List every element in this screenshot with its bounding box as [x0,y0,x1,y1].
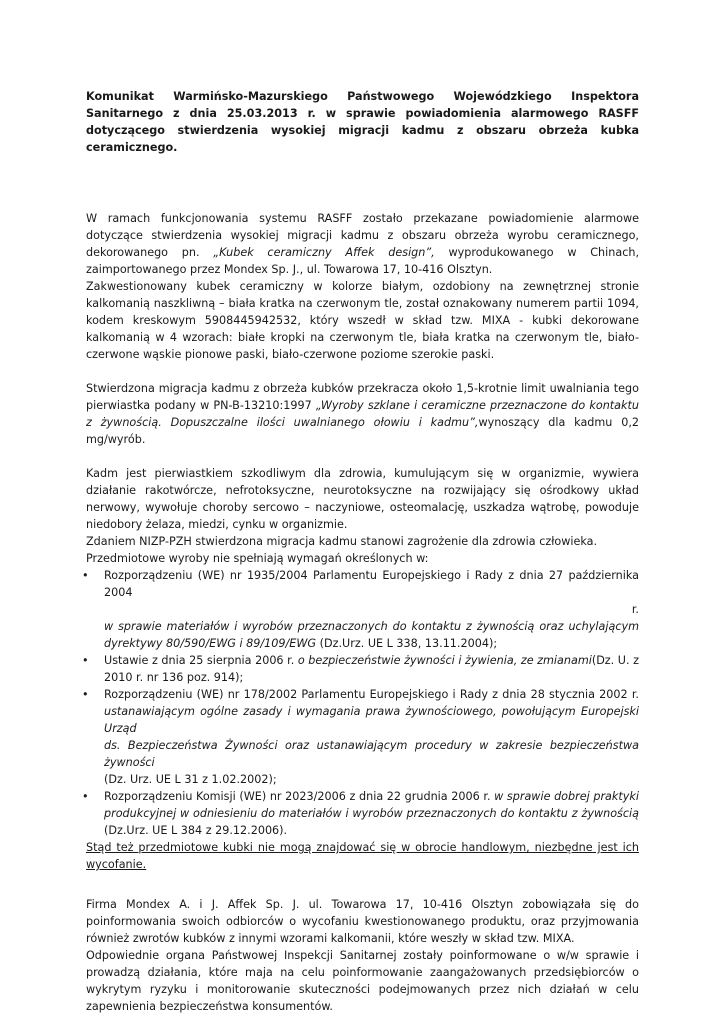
p1-product-name: „Kubek ceramiczny Affek design”, [213,246,435,259]
bullet-icon: • [82,790,89,803]
list-item: • Rozporządzeniu (WE) nr 178/2002 Parlamentu Europejskiego i Rady z dnia 28 stycznia 2002 r. ustanawiającym ogólne zasady i wymagania prawa żywnościowego, powołującym Europejski Urząd ds. Bezpieczeństwa Żywności oraz ustanawiającym procedury w zakresie bezpieczeństwa żywności (Dz. Urz. UE L 31 z 1.02.2002); [82,688,639,786]
p3-text-c: wynoszący dla kadmu 0,2 mg/wyrób. [86,416,639,446]
list-item: • Ustawie z dnia 25 sierpnia 2006 r. o bezpieczeństwie żywności i żywienia, ze zmianami(Dz. U. z 2010 r. nr 136 poz. 914); [82,654,639,684]
paragraph-company-commitment: Firma Mondex A. i J. Affek Sp. J. ul. Towarowa 17, 10-416 Olsztyn zobowiązała się do poinformowania swoich odbiorców o wycofaniu kwestionowanego produktu, oraz przyjmowania również zwrotów kubków z innymi wzorami kalkomanii, które weszły w skład tzw. MIXA. [86,898,639,945]
p3-text-a: Stwierdzona migracja kadmu z obrzeża kubków przekracza około 1,5-krotnie limit uwalniania tego pierwiastka podany w PN-B-13210:1997 [86,382,639,412]
list-item: • Rozporządzeniu Komisji (WE) nr 2023/2006 z dnia 22 grudnia 2006 r. w sprawie dobrej praktyki produkcyjnej w odniesieniu do materiałów i wyrobów przeznaczonych do kontaktu z żywnością (Dz.Urz. UE L 384 z 29.12.2006). [82,790,639,837]
paragraph-rasff-notification [86,210,639,278]
bullet-icon: • [82,569,89,582]
bullet-icon: • [82,654,89,667]
p3-standard-title: „Wyroby szklane i ceramiczne przeznaczone do kontaktu z żywnością. Dopuszczalne ilości uwalnianego ołowiu i kadmu”, [86,399,639,429]
paragraph-cadmium-effects: Kadm jest pierwiastkiem szkodliwym dla zdrowia, kumulującym się w organizmie, wywiera działanie rakotwórcze, nefrotoksyczne, neurotoksyczne na rozwijający się ośrodkowy układ nerwowy, wywołuje choroby sercowo – naczyniowe, osteomalację, uszkadza wątrobę, powoduje niedobory żelaza, miedzi, cynku w organizmie. [86,467,639,531]
document-title: Komunikat Warmińsko-Mazurskiego Państwowego Wojewódzkiego Inspektora Sanitarnego z dnia 25.03.2013 r. w sprawie powiadomienia alarmowego RASFF dotyczącego stwierdzenia wysokiej migracji kadmu z obszaru obrzeża kubka ceramicznego. [86,90,639,154]
document-body [82,88,640,1015]
paragraph-product-description: Zakwestionowany kubek ceramiczny w kolorze białym, ozdobiony na zewnętrznej stronie kalkomanią naszkliwną – biała kratka na czerwonym tle, został oznakowany numerem partii 1094, kodem kreskowym 5908445942532, który wszedł w skład tzw. MIXA - kubki dekorowane kalkomanią w 4 wzorach: białe kropki na czerwonym tle, biała kratka na czerwonym tle, biało-czerwone wąskie pionowe paski, biało-czerwone poziome szerokie paski. [86,280,639,361]
paragraph-withdrawal-conclusion: Stąd też przedmiotowe kubki nie mogą znajdować się w obrocie handlowym, niezbędne jest ich wycofanie. [86,841,639,871]
p1-text-a: W ramach funkcjonowania systemu RASFF zostało przekazane powiadomienie alarmowe dotyczące stwierdzenia wysokiej migracji kadmu z obszaru obrzeża wyrobu ceramicznego, dekorowanego pn. [86,212,639,259]
paragraph-requirements-intro: Przedmiotowe wyroby nie spełniają wymagań określonych w: [86,552,429,565]
paragraph-nizp-opinion: Zdaniem NIZP-PZH stwierdzona migracja kadmu stanowi zagrożenie dla zdrowia człowieka. [86,535,598,548]
paragraph-migration-limit [86,380,639,448]
regulations-list [82,567,639,839]
paragraph-authorities-actions: Odpowiednie organa Państwowej Inspekcji Sanitarnej zostały poinformowane o w/w sprawie i prowadzą działania, które maja na celu poinformowanie zaangażowanych przedsiębiorców o wykrytym ryzyku i monitorowanie skuteczności podejmowanych przez nich działań w celu zapewnienia bezpieczeństwa konsumentów. [86,949,639,1013]
list-item: • Rozporządzeniu (WE) nr 1935/2004 Parlamentu Europejskiego i Rady z dnia 27 października 2004 r. w sprawie materiałów i wyrobów przeznaczonych do kontaktu z żywnością oraz uchylającym dyrektywy 80/590/EWG i 89/109/EWG (Dz.Urz. UE L 338, 13.11.2004); [82,569,639,650]
p1-text-c: wyprodukowanego w Chinach, zaimportowanego przez Mondex Sp. J., ul. Towarowa 17, 10-416 Olsztyn. [86,246,640,276]
bullet-icon: • [82,688,89,701]
